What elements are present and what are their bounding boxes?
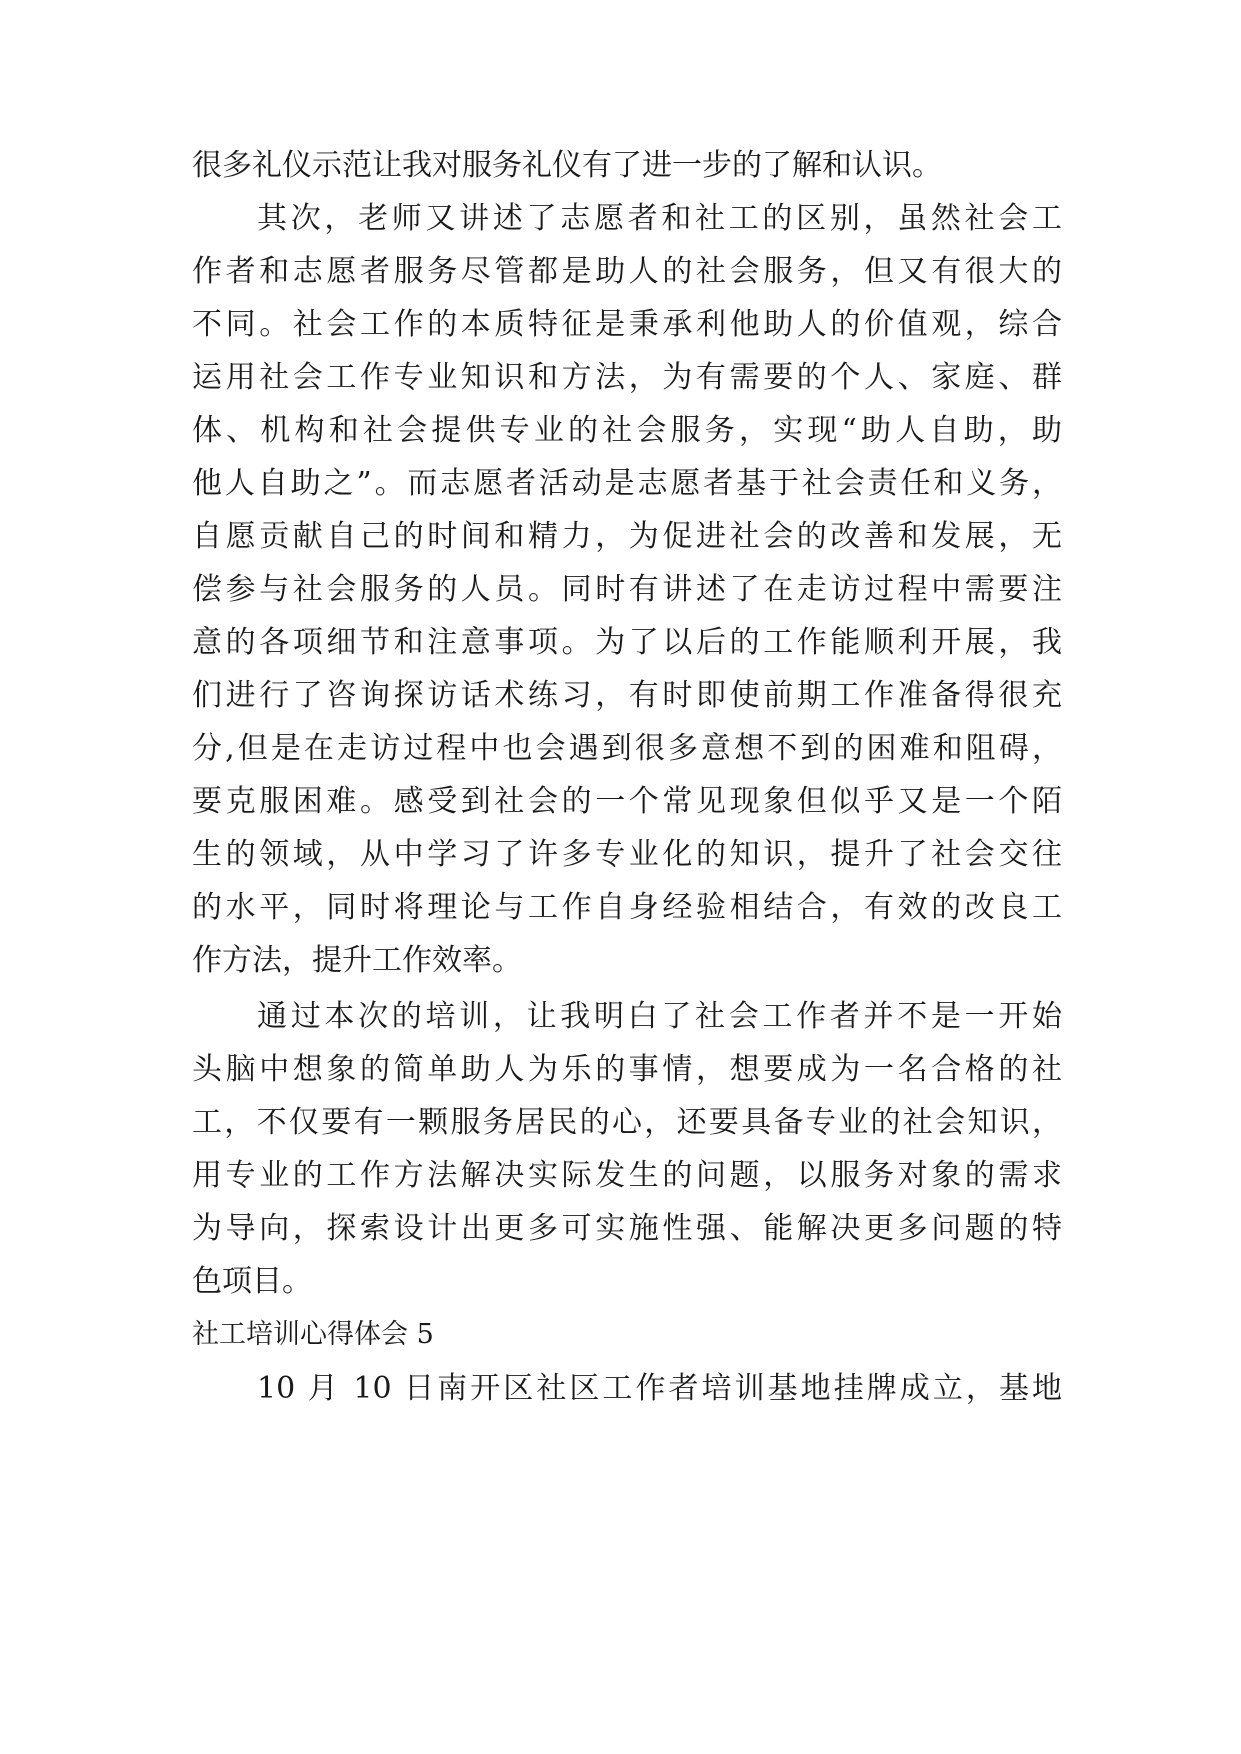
text-line: 通过本次的培训，让我明白了社会工作者并不是一开始 bbox=[257, 999, 1062, 1034]
text-line: 作方法，提升工作效率。 bbox=[192, 943, 522, 978]
text-line: 他人自助之”。而志愿者活动是志愿者基于社会责任和义务， bbox=[192, 466, 1062, 501]
text-line: 工，不仅要有一颗服务居民的心，还要具备专业的社会知识， bbox=[192, 1105, 1062, 1140]
text-line: 分,但是在走访过程中也会遇到很多意想不到的困难和阻碍， bbox=[192, 731, 1062, 766]
text-line: 体、机构和社会提供专业的社会服务，实现“助人自助，助 bbox=[192, 413, 1062, 448]
text-line: 要克服困难。感受到社会的一个常见现象但似乎又是一个陌 bbox=[192, 784, 1062, 819]
text-line: 10 月 10 日南开区社区工作者培训基地挂牌成立，基地 bbox=[257, 1371, 1062, 1406]
section-heading: 社工培训心得体会 5 bbox=[192, 1319, 434, 1350]
text-line: 偿参与社会服务的人员。同时有讲述了在走访过程中需要注 bbox=[192, 572, 1062, 607]
text-line: 自愿贡献自己的时间和精力，为促进社会的改善和发展，无 bbox=[192, 519, 1062, 554]
text-line: 色项目。 bbox=[192, 1264, 312, 1299]
text-line: 运用社会工作专业知识和方法，为有需要的个人、家庭、群 bbox=[192, 360, 1062, 395]
text-line: 其次，老师又讲述了志愿者和社工的区别，虽然社会工 bbox=[257, 201, 1062, 236]
text-line: 为导向，探索设计出更多可实施性强、能解决更多问题的特 bbox=[192, 1211, 1062, 1246]
text-line: 头脑中想象的简单助人为乐的事情，想要成为一名合格的社 bbox=[192, 1052, 1062, 1087]
text-line: 的水平，同时将理论与工作自身经验相结合，有效的改良工 bbox=[192, 890, 1062, 925]
text-line: 不同。社会工作的本质特征是秉承利他助人的价值观，综合 bbox=[192, 307, 1062, 342]
text-line: 很多礼仪示范让我对服务礼仪有了进一步的了解和认识。 bbox=[192, 148, 942, 183]
text-line: 意的各项细节和注意事项。为了以后的工作能顺利开展，我 bbox=[192, 625, 1062, 660]
text-line: 用专业的工作方法解决实际发生的问题，以服务对象的需求 bbox=[192, 1158, 1062, 1193]
text-line: 们进行了咨询探访话术练习，有时即使前期工作准备得很充 bbox=[192, 678, 1062, 713]
text-line: 生的领域，从中学习了许多专业化的知识，提升了社会交往 bbox=[192, 837, 1062, 872]
text-line: 作者和志愿者服务尽管都是助人的社会服务，但又有很大的 bbox=[192, 254, 1062, 289]
